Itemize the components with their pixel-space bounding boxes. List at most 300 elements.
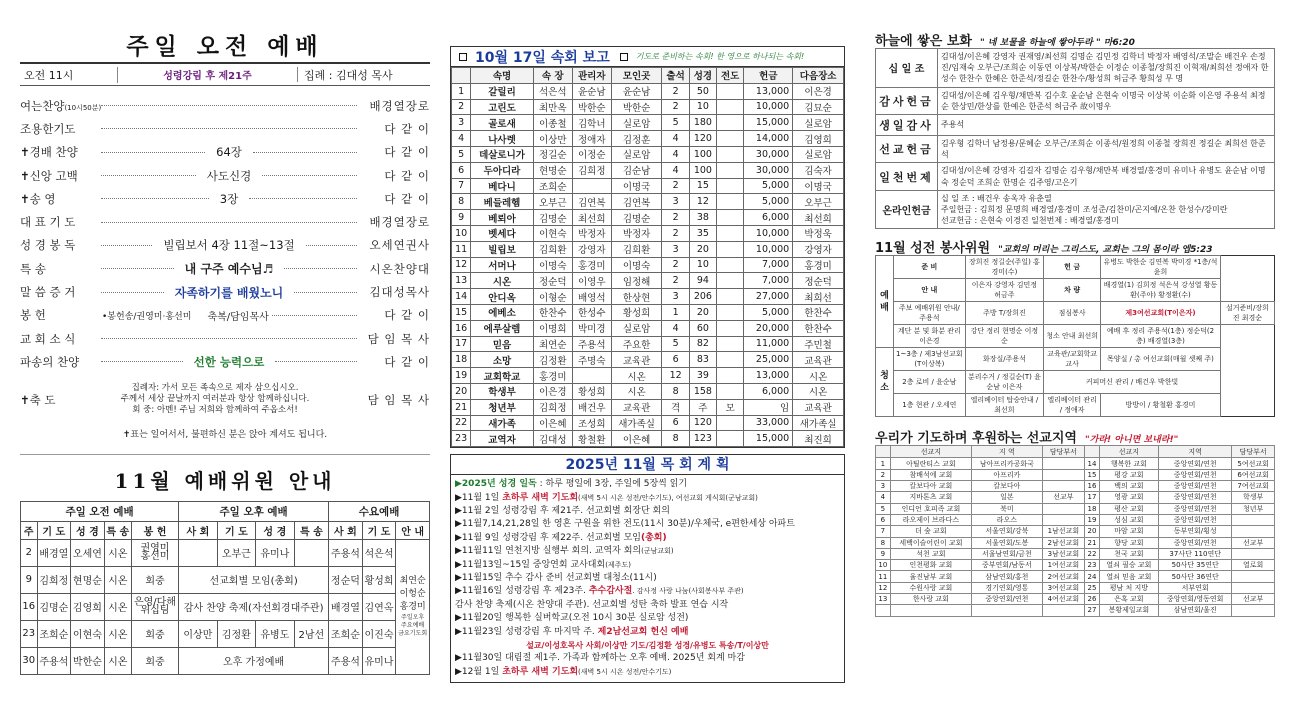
report-cell: 학생부 (471, 383, 533, 399)
order-label (20, 237, 98, 253)
mission-cell: 성심 교회 (1099, 514, 1158, 525)
benediction-leader: 담 임 목 사 (367, 392, 430, 407)
report-cell: 박정자 (611, 225, 662, 241)
mission-cell: 9 (876, 548, 891, 559)
order-middle (98, 144, 360, 160)
volunteer-cell: 분리수거 / 정길순(T) 윤순남 이은자 (965, 371, 1044, 394)
benediction-line: 회 중: 아멘! 주님 저희와 함께하여 주옵소서! (132, 405, 298, 416)
mission-cell (1232, 582, 1275, 593)
standing-note: ✝표는 일어서서, 불편하신 분은 앉아 계셔도 됩니다. (122, 429, 328, 440)
report-cell: 임 (744, 399, 793, 415)
report-cell: 6,000 (744, 210, 793, 226)
report-cell (717, 415, 744, 431)
report-cell: 33,000 (744, 415, 793, 431)
table-row (876, 49, 1275, 88)
volunteers-title: 11월 성전 봉사위원 (875, 241, 991, 257)
mission-cell: 참배석에 교회 (890, 469, 971, 480)
mission-cell: 천국 교회 (1099, 548, 1158, 559)
servers-header: 사 회 (329, 521, 363, 539)
report-cell: 윤순남 (572, 83, 611, 99)
order-middle (98, 284, 360, 301)
report-cell: 이명국 (793, 178, 844, 194)
order-item (20, 280, 430, 303)
plan-item (455, 559, 840, 572)
mission-cell: 중앙연회/연천 (1159, 503, 1232, 514)
volunteer-side-label: 예 배 (876, 256, 894, 348)
order-content: 내 구주 예수님♬ (184, 262, 274, 277)
plan-item-text: 설교/이성호목사 사회/이상만 기도/김정환 성경/유병도 특송/T/이상만 (526, 641, 769, 650)
report-cell: 배건우 (572, 399, 611, 415)
report-cell: 3 (452, 115, 471, 131)
report-cell: 5,000 (744, 178, 793, 194)
mission-cell: 7 (876, 526, 891, 537)
dot-leader (272, 315, 357, 316)
report-header: 성경 (689, 68, 716, 84)
report-cell: 김묘순 (793, 99, 844, 115)
volunteer-cell: 점심봉사 (1044, 302, 1101, 325)
order-label (20, 121, 98, 137)
servers-cell: 조희순 (329, 620, 363, 647)
plan-box (450, 454, 845, 683)
mission-cell: 20 (1085, 526, 1100, 537)
report-cell: 38 (689, 210, 716, 226)
report-cell: 27,000 (744, 289, 793, 305)
mission-cell (1042, 469, 1085, 480)
mission-cell: 지바톤츠 교회 (890, 492, 971, 503)
report-cell: 교육관 (611, 399, 662, 415)
mission-cell: 50사단 36연단 (1159, 571, 1232, 582)
report-cell: 시온 (611, 383, 662, 399)
mission-cell: 열로회 (1232, 560, 1275, 571)
table-row (452, 415, 844, 431)
offering-names: 김대성/이은혜 강영자 권재영/최선희 김명순 김민정 김학너 박정자 배영석/조말순 배건우 손정진/임재숙 오부근/조희순 이동연 이상복/박한순 이정순 이종철/장희진 이혁재/최희선 정애자 한성수 한찬수 한혜은 한준석/정길순 한찬수/황성희 허금주 황희성 무 명 (938, 49, 1275, 88)
report-cell: 교육관 (793, 352, 844, 368)
report-cell: 이은혜 (533, 415, 572, 431)
volunteer-cell: 헌 금 (1044, 256, 1101, 279)
plan-item-lead: ▶11월16일 성령강림 후 제23주. (455, 586, 589, 597)
report-cell: 10,000 (744, 225, 793, 241)
report-cell: 모 (717, 399, 744, 415)
mission-cell: 24 (1085, 571, 1100, 582)
report-cell: 100 (689, 162, 716, 178)
report-cell: 김희환 (611, 241, 662, 257)
report-cell: 82 (689, 336, 716, 352)
report-cell: 한찬수 (793, 304, 844, 320)
report-cell: 김숙자 (793, 162, 844, 178)
mission-cell: 백의 교회 (1099, 481, 1158, 492)
servers-cell: 박한순 (71, 647, 105, 674)
servers-cell: 회중 (131, 566, 178, 593)
mission-cell: 서울남연회/금천 (972, 548, 1042, 559)
report-cell: 김대성 (533, 431, 572, 447)
report-cell: 교육관 (793, 399, 844, 415)
report-cell: 실로암 (793, 115, 844, 131)
mission-cell: 3 (876, 481, 891, 492)
mission-cell: 평남 처 지방 (1099, 582, 1158, 593)
offerings-subtitle: " 네 보물을 하늘에 쌓아두라 " 마6:20 (979, 38, 1135, 48)
report-cell: 1 (452, 83, 471, 99)
mission-cell: 남아프리카공화국 (972, 458, 1042, 469)
report-cell: 새가족 (471, 415, 533, 431)
report-cell: 10,000 (744, 241, 793, 257)
mission-cell: 선교부 (1042, 492, 1085, 503)
worship-title: 주일 오전 예배 (126, 33, 324, 60)
order-middle (98, 128, 360, 129)
report-cell: 20 (452, 383, 471, 399)
report-cell: 김희환 (533, 241, 572, 257)
report-cell: 박한순 (611, 99, 662, 115)
report-cell: 13,000 (744, 83, 793, 99)
table-row (876, 190, 1275, 229)
report-cell: 이은경 (533, 383, 572, 399)
order-content: 사도신경 (206, 168, 252, 183)
report-header: 다음장소 (793, 68, 844, 84)
table-row (876, 514, 1275, 525)
mission-empty (1042, 605, 1085, 616)
report-cell: 20,000 (744, 320, 793, 336)
volunteer-cell: 계단 분 및 화분 관리 이은경 (894, 325, 966, 348)
servers-cell: 권영미 홍선미 (131, 539, 178, 566)
report-cell: 실로암 (611, 320, 662, 336)
mission-cell: 인디언 호피족 교회 (890, 503, 971, 514)
servers-week: 23 (21, 620, 38, 647)
mission-cell: 15 (1085, 469, 1100, 480)
benediction-line: 주께서 세상 끝날까지 여러분과 항상 함께하십니다. (120, 394, 310, 405)
servers-cell: 이진숙 (362, 620, 396, 647)
servers-header: 주 (21, 521, 38, 539)
volunteer-cell: 배경열(1) 김희정 석은석 강성열 황동환(주야) 황정환(수) (1101, 279, 1221, 302)
servers-header: 사 회 (179, 521, 217, 539)
order-label-text: 조용한기도 (20, 121, 76, 136)
guide-name: 주일오후 주요예배 금요기도회 (398, 614, 428, 638)
dot-leader (284, 268, 357, 269)
missions-header: 담당부서 (1042, 446, 1085, 458)
mission-cell: 18 (1085, 503, 1100, 514)
mission-cell (1042, 503, 1085, 514)
report-cell: 2 (662, 225, 689, 241)
missions-header: 선교지 (1099, 446, 1158, 458)
order-label-text: ✝경배 찬양 (20, 145, 78, 160)
volunteer-cell: 엘리베이터 관리 / 정애자 (1044, 394, 1101, 417)
report-cell: 이은혜 (611, 431, 662, 447)
order-label (20, 331, 98, 347)
divider (20, 454, 430, 455)
report-cell: 39 (689, 368, 716, 384)
servers-cell: 이상만 (179, 620, 217, 647)
report-cell: 교역자 (471, 431, 533, 447)
report-cell: 석은석 (533, 83, 572, 99)
plan-item-text: . 감사정 사랑 나눔(사회봉사부 주관) (632, 587, 744, 596)
report-cell: 한찬수 (793, 320, 844, 336)
report-cell: 에베소 (471, 304, 533, 320)
table-row (876, 571, 1275, 582)
report-cell: 8 (662, 383, 689, 399)
servers-cell: 시온 (104, 593, 131, 620)
order-content: 선한 능력으로 (193, 354, 265, 369)
report-cell: 실로암 (611, 146, 662, 162)
dot-leader (101, 222, 357, 223)
report-cell: 베들레헴 (471, 194, 533, 210)
order-label-text: 교 회 소 식 (20, 331, 76, 346)
report-cell: 베뢰아 (471, 210, 533, 226)
report-cell: 이현숙 (533, 225, 572, 241)
servers-group-row (21, 501, 430, 521)
report-cell: 최선희 (572, 210, 611, 226)
servers-span-cell: 선교회별 모임(총회) (179, 566, 329, 593)
mission-cell: 8 (876, 537, 891, 548)
mission-cell: 23 (1085, 560, 1100, 571)
table-row (452, 83, 844, 99)
report-cell: 158 (689, 383, 716, 399)
report-cell: 11,000 (744, 336, 793, 352)
plan-item-lead: ▶11월11일 연천지방 실행부 회의. 교역자 회의 (455, 546, 642, 557)
report-cell: 20 (689, 304, 716, 320)
order-label (20, 354, 98, 370)
report-cell: 15,000 (744, 431, 793, 447)
report-cell: 시온 (471, 273, 533, 289)
order-middle (98, 222, 360, 223)
order-label-text: 말 씀 증 거 (20, 285, 76, 300)
report-cell: 6 (662, 352, 689, 368)
report-cell: 벳세다 (471, 225, 533, 241)
mission-cell: 삼남연회/울진 (1159, 605, 1232, 616)
report-cell: 8 (662, 431, 689, 447)
order-content: 3장 (219, 191, 239, 206)
mission-cell: 중앙연회/연천 (972, 594, 1042, 605)
benediction (20, 378, 430, 422)
missions-header: 담당부서 (1232, 446, 1275, 458)
report-cell: 2 (662, 83, 689, 99)
mission-cell (1042, 458, 1085, 469)
table-row (876, 136, 1275, 163)
volunteer-cell: 이은자 강영자 김민정 허금주 (965, 279, 1044, 302)
volunteer-cell: 교육관/교회학교 교사 (1044, 348, 1101, 371)
servers-cell: 김명순 (37, 593, 71, 620)
volunteers-subtitle: "교회의 머리는 그리스도, 교회는 그의 몸이라 엡5:23 (998, 245, 1213, 256)
volunteer-cell: 설거준비/장희진 최경순 (1220, 302, 1274, 325)
servers-span-cell: 오후 가정예배 (179, 647, 329, 674)
order-label-text: ✝신앙 고백 (20, 168, 78, 183)
plan-item-highlight: 초하루 새벽 기도회 (502, 666, 579, 677)
report-cell: 2 (662, 99, 689, 115)
report-cell: 180 (689, 115, 716, 131)
mission-cell: 학생부 (1232, 492, 1275, 503)
order-item (20, 350, 430, 373)
table-row (876, 325, 1275, 348)
report-header-row (452, 68, 844, 84)
report-cell: 이명숙 (533, 257, 572, 273)
report-cell: 두아디라 (471, 162, 533, 178)
order-label (20, 191, 98, 207)
order-leader: 다 같 이 (384, 168, 430, 183)
report-cell: 청년부 (471, 399, 533, 415)
report-cell: 김희정 (572, 162, 611, 178)
volunteer-cell: 준 비 (894, 256, 966, 279)
report-cell (717, 273, 744, 289)
servers-cell: 정순덕 (329, 566, 363, 593)
report-cell: 현명순 (533, 162, 572, 178)
volunteer-cell: 차 량 (1044, 279, 1101, 302)
plan-item (455, 572, 840, 585)
offering-text: •봉헌송/권영미·홍선미 (102, 311, 192, 322)
servers-header: 안 내 (396, 521, 430, 539)
report-cell (717, 320, 744, 336)
servers-cell: 김영희 (71, 593, 105, 620)
report-table (451, 67, 844, 447)
report-cell: 데살로니가 (471, 146, 533, 162)
report-cell (717, 99, 744, 115)
report-cell: 한찬수 (533, 304, 572, 320)
order-item (20, 257, 430, 280)
mission-cell: 마암 교회 (1099, 526, 1158, 537)
worship-order-list (20, 94, 430, 374)
order-middle (98, 354, 360, 370)
volunteer-side-label: 청 소 (876, 348, 894, 417)
table-row (452, 115, 844, 131)
mission-cell: 27 (1085, 605, 1100, 616)
table-row (876, 526, 1275, 537)
report-cell: 새가족실 (793, 415, 844, 431)
mission-cell (1232, 514, 1275, 525)
offering-category: 감사헌금 (876, 87, 938, 114)
offering-text-2: 축복/담임목사 (207, 311, 269, 323)
mission-cell: 은혹 교회 (1099, 594, 1158, 605)
report-cell: 정애자 (572, 131, 611, 147)
report-box (450, 46, 845, 448)
table-row (876, 302, 1275, 325)
servers-group: 주일 오전 예배 (21, 501, 179, 521)
mission-cell: 2 (876, 469, 891, 480)
dot-leader (306, 245, 357, 246)
report-cell: 15 (452, 304, 471, 320)
mission-cell: 4여선교회 (1042, 594, 1085, 605)
plan-item (455, 518, 840, 531)
volunteer-cell: 장희진 정길순(주일) 홍경미(수) (965, 256, 1044, 279)
report-cell: 3 (662, 289, 689, 305)
report-cell: 격 (662, 399, 689, 415)
servers-guide (396, 539, 430, 674)
report-cell: 12 (662, 368, 689, 384)
servers-cell: 배경열 (37, 539, 71, 566)
plan-item-lead: ▶11월 2일 성령강림 후 제21주. 선교회별 회장단 회의 (455, 505, 670, 516)
plan-item-highlight: (총회) (641, 532, 667, 543)
report-cell: 최진희 (793, 431, 844, 447)
report-cell: 나사렛 (471, 131, 533, 147)
report-cell: 94 (689, 273, 716, 289)
report-cell: 206 (689, 289, 716, 305)
mission-cell: 칼보다아 교회 (890, 481, 971, 492)
plan-item-text: (새벽 5시 시온 성전/안수기도) (578, 667, 672, 676)
plan-item-text: (군남교회) (641, 547, 674, 556)
report-cell: 2 (452, 99, 471, 115)
volunteer-cell: 주방 T/장희진 (965, 302, 1044, 325)
report-cell: 주요한 (611, 336, 662, 352)
table-row (876, 469, 1275, 480)
report-cell: 9 (452, 210, 471, 226)
report-cell (717, 289, 744, 305)
servers-cell: 시온 (104, 539, 131, 566)
servers-cell: 유미나 (256, 539, 294, 566)
report-cell: 정순덕 (533, 273, 572, 289)
mission-cell: 열쇠 믿음 교회 (1099, 571, 1158, 582)
plan-item-lead: 감사 찬양 축제(시온 찬양대 주관). 선교회별 성탄 축하 발표 연습 시작 (455, 599, 729, 610)
report-header: 속 장 (533, 68, 572, 84)
order-middle (98, 105, 360, 106)
report-cell (717, 241, 744, 257)
report-cell: 시온 (793, 383, 844, 399)
guide-name: 홍경미 (399, 602, 426, 613)
mission-cell: 중앙연회/연천 (1159, 469, 1232, 480)
report-cell: 안디옥 (471, 289, 533, 305)
report-cell: 소망 (471, 352, 533, 368)
report-motto: 기도로 준비하는 속회! 한 영으로 하나되는 속회! (635, 52, 805, 61)
table-row (21, 593, 430, 620)
mission-cell: 21 (1085, 537, 1100, 548)
benediction-text (80, 383, 350, 416)
report-cell: 50 (689, 83, 716, 99)
report-cell: 김연복 (572, 194, 611, 210)
report-cell (717, 225, 744, 241)
volunteer-cell: 안 내 (894, 279, 966, 302)
report-cell: 5 (662, 336, 689, 352)
servers-header: 성 경 (256, 521, 294, 539)
mission-cell: 경기연회/영통 (972, 582, 1042, 593)
servers-cell: 황성희 (362, 566, 396, 593)
report-header: 관리자 (572, 68, 611, 84)
table-row (452, 336, 844, 352)
order-content: 자족하기를 배웠노니 (174, 285, 284, 300)
report-cell: 12 (689, 194, 716, 210)
offering-category: 일천번제 (876, 163, 938, 190)
report-cell (717, 304, 744, 320)
report-cell: 2 (662, 257, 689, 273)
table-row (876, 458, 1275, 469)
worship-column (20, 0, 430, 711)
order-middle (98, 191, 360, 207)
table-row (452, 399, 844, 415)
report-title-bar (451, 47, 844, 67)
dot-leader (249, 198, 357, 199)
plan-item (455, 652, 840, 665)
table-row (452, 383, 844, 399)
report-cell: 이종철 (533, 115, 572, 131)
offering-category: 생일감사 (876, 115, 938, 136)
plan-item (455, 639, 840, 652)
volunteer-cell: 방방이 / 황철환 홍경미 (1101, 394, 1221, 417)
table-row (452, 368, 844, 384)
volunteer-cell: 제3여선교회(T이은자) (1101, 302, 1221, 325)
report-cell: 베다니 (471, 178, 533, 194)
table-row (876, 492, 1275, 503)
report-cell (717, 194, 744, 210)
table-row (876, 87, 1275, 114)
table-row (21, 566, 430, 593)
mission-cell: 50사단 35연단 (1159, 560, 1232, 571)
volunteer-cell: 예배 후 정리 주용석(1층) 정순덕(2층) 배경열(3층) (1101, 325, 1221, 348)
report-cell (572, 178, 611, 194)
mission-cell: 14 (1085, 458, 1100, 469)
right-column (875, 0, 1275, 711)
report-cell: 황철환 (572, 431, 611, 447)
dot-leader (294, 292, 357, 293)
report-cell (717, 178, 744, 194)
mission-cell: 인천평화 교회 (890, 560, 971, 571)
missions-heading (875, 427, 1275, 445)
servers-cell: 회중 (131, 620, 178, 647)
guide-name: 이헝순 (399, 589, 426, 600)
mission-cell: 3여선교회 (1042, 582, 1085, 593)
table-row (876, 548, 1275, 559)
